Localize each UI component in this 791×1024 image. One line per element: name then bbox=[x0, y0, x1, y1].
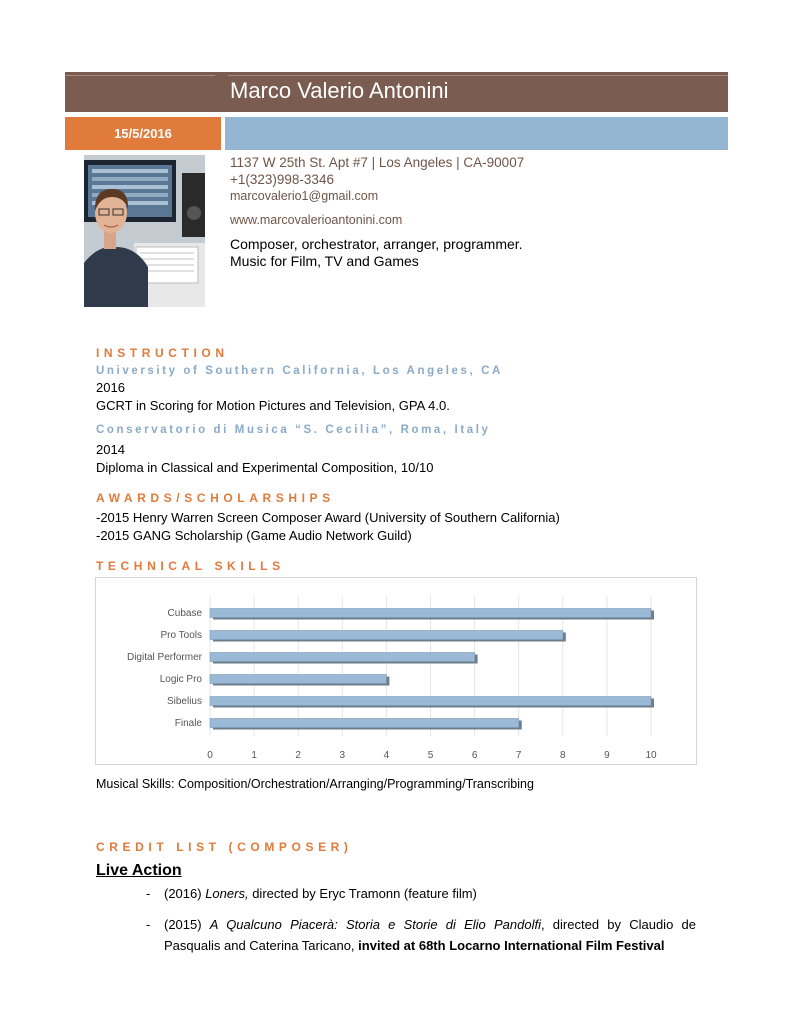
chart-tick-label: 7 bbox=[515, 750, 522, 761]
skills-chart bbox=[95, 577, 697, 765]
credit-text bbox=[164, 883, 696, 904]
chart-bar bbox=[210, 719, 519, 728]
chart-category-label: Logic Pro bbox=[159, 674, 202, 685]
credit-title: Loners, bbox=[205, 886, 249, 901]
chart-category-label: Sibelius bbox=[166, 696, 202, 707]
tagline-media: Music for Film, TV and Games bbox=[230, 253, 419, 269]
list-dash: - bbox=[146, 917, 151, 932]
chart-bar bbox=[210, 609, 651, 618]
accent-banner bbox=[225, 117, 728, 150]
credit-highlight: invited at 68th Locarno International Film Festival bbox=[358, 938, 665, 953]
list-dash: - bbox=[146, 886, 151, 901]
chart-category-label: Pro Tools bbox=[160, 630, 202, 641]
credits-subsection-title: Live Action bbox=[96, 862, 182, 879]
chart-tick-label: 8 bbox=[560, 750, 566, 761]
credit-text bbox=[164, 914, 696, 956]
school-detail: GCRT in Scoring for Motion Pictures and Television, GPA 4.0. bbox=[96, 398, 450, 413]
email-link[interactable]: marcovalerio1@gmail.com bbox=[230, 189, 379, 203]
chart-tick-label: 10 bbox=[645, 750, 657, 761]
credit-year: (2016) bbox=[164, 886, 202, 901]
chart-category-label: Finale bbox=[174, 718, 202, 729]
photo-illustration bbox=[84, 155, 205, 307]
applicant-name: Marco Valerio Antonini bbox=[230, 78, 449, 103]
chart-tick-label: 1 bbox=[251, 750, 257, 761]
profile-photo bbox=[84, 155, 205, 307]
chart-bar bbox=[210, 631, 563, 640]
chart-tick-label: 2 bbox=[295, 750, 301, 761]
school-name: University of Southern California, Los Angeles, CA bbox=[96, 365, 503, 377]
skills-chart-svg bbox=[96, 578, 696, 764]
award-item: -2015 GANG Scholarship (Game Audio Network Guild) bbox=[96, 528, 412, 543]
date-banner bbox=[65, 117, 221, 150]
chart-tick-label: 9 bbox=[604, 750, 610, 761]
credit-detail: , directed by Claudio de Pasqualis and Caterina Taricano, bbox=[164, 917, 696, 953]
credit-item bbox=[146, 883, 696, 904]
phone-line: +1(323)998-3346 bbox=[230, 172, 334, 187]
section-heading-awards: AWARDS/SCHOLARSHIPS bbox=[96, 491, 335, 505]
website-link[interactable]: www.marcovalerioantonini.com bbox=[230, 213, 403, 227]
chart-tick-label: 3 bbox=[339, 750, 346, 761]
section-heading-instruction: INSTRUCTION bbox=[96, 346, 229, 360]
school-year: 2014 bbox=[96, 442, 125, 457]
credit-item bbox=[146, 914, 696, 956]
chart-bar bbox=[210, 697, 651, 706]
name-banner bbox=[65, 72, 728, 112]
chart-tick-label: 4 bbox=[383, 750, 390, 761]
credit-year: (2015) bbox=[164, 917, 202, 932]
chart-category-label: Digital Performer bbox=[126, 652, 202, 663]
musical-skills: Musical Skills: Composition/Orchestration/Arranging/Programming/Transcribing bbox=[96, 777, 534, 791]
chart-bar bbox=[210, 675, 386, 684]
chart-category-label: Cubase bbox=[167, 608, 202, 619]
school-name: Conservatorio di Musica “S. Cecilia”, Roma, Italy bbox=[96, 424, 491, 436]
chart-bar bbox=[210, 653, 475, 662]
chart-tick-label: 5 bbox=[427, 750, 434, 761]
banner-rule bbox=[65, 75, 215, 76]
school-year: 2016 bbox=[96, 380, 125, 395]
document-date: 15/5/2016 bbox=[114, 126, 172, 141]
chart-tick-label: 6 bbox=[471, 750, 478, 761]
section-heading-technical: TECHNICAL SKILLS bbox=[96, 559, 285, 573]
award-item: -2015 Henry Warren Screen Composer Award (University of Southern California) bbox=[96, 510, 560, 525]
chart-tick-label: 0 bbox=[207, 750, 213, 761]
banner-rule bbox=[228, 75, 728, 76]
school-detail: Diploma in Classical and Experimental Composition, 10/10 bbox=[96, 460, 434, 475]
address-line: 1137 W 25th St. Apt #7 | Los Angeles | CA-90007 bbox=[230, 155, 525, 170]
section-heading-credits: CREDIT LIST (COMPOSER) bbox=[96, 840, 353, 854]
credit-title: A Qualcuno Piacerà: Storia e Storie di Elio Pandolfi bbox=[209, 917, 541, 932]
tagline-roles: Composer, orchestrator, arranger, programmer. bbox=[230, 236, 523, 252]
credit-detail: directed by Eryc Tramonn (feature film) bbox=[252, 886, 477, 901]
